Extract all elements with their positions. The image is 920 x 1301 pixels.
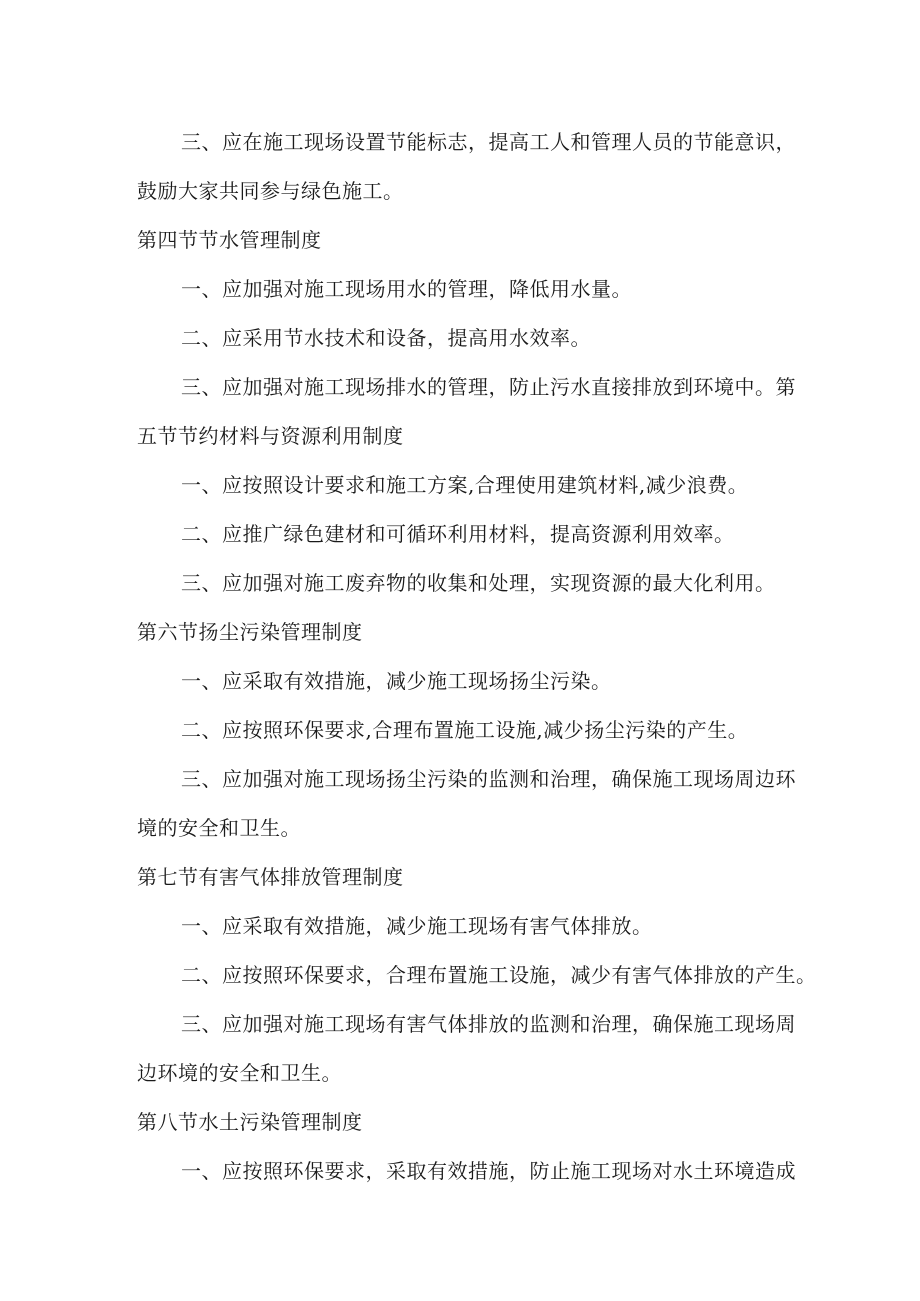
paragraph-line: 边环境的安全和卫生。 [137,1061,342,1085]
paragraph-line: 一、应采取有效措施，减少施工现场扬尘污染。 [181,669,612,693]
paragraph-line: 二、应按照环保要求,合理布置施工设施,减少扬尘污染的产生。 [181,718,749,742]
paragraph-line: 一、应按照设计要求和施工方案,合理使用建筑材料,减少浪费。 [181,473,749,497]
paragraph-line: 鼓励大家共同参与绿色施工。 [137,179,404,203]
paragraph-line: 二、应推广绿色建材和可循环利用材料，提高资源利用效率。 [181,522,735,546]
section-heading: 五节节约材料与资源利用制度 [137,424,404,448]
paragraph-line: 一、应加强对施工现场用水的管理，降低用水量。 [181,277,632,301]
section-heading: 第六节扬尘污染管理制度 [137,620,363,644]
section-heading: 第八节水土污染管理制度 [137,1110,363,1134]
paragraph-line: 三、应加强对施工现场排水的管理，防止污水直接排放到环境中。第 [181,375,796,399]
paragraph-line: 三、应加强对施工现场扬尘污染的监测和治理，确保施工现场周边环 [181,767,796,791]
paragraph-line: 三、应在施工现场设置节能标志，提高工人和管理人员的节能意识， [181,130,796,154]
paragraph-line: 二、应采用节水技术和设备，提高用水效率。 [181,326,591,350]
paragraph-line: 三、应加强对施工废弃物的收集和处理，实现资源的最大化利用。 [181,571,776,595]
paragraph-line: 一、应按照环保要求，采取有效措施，防止施工现场对水土环境造成 [181,1159,796,1183]
paragraph-line: 二、应按照环保要求，合理布置施工设施，减少有害气体排放的产生。 [181,963,817,987]
paragraph-line: 境的安全和卫生。 [137,816,301,840]
paragraph-line: 一、应采取有效措施，减少施工现场有害气体排放。 [181,914,653,938]
section-heading: 第四节节水管理制度 [137,228,322,252]
section-heading: 第七节有害气体排放管理制度 [137,865,404,889]
paragraph-line: 三、应加强对施工现场有害气体排放的监测和治理，确保施工现场周 [181,1012,796,1036]
